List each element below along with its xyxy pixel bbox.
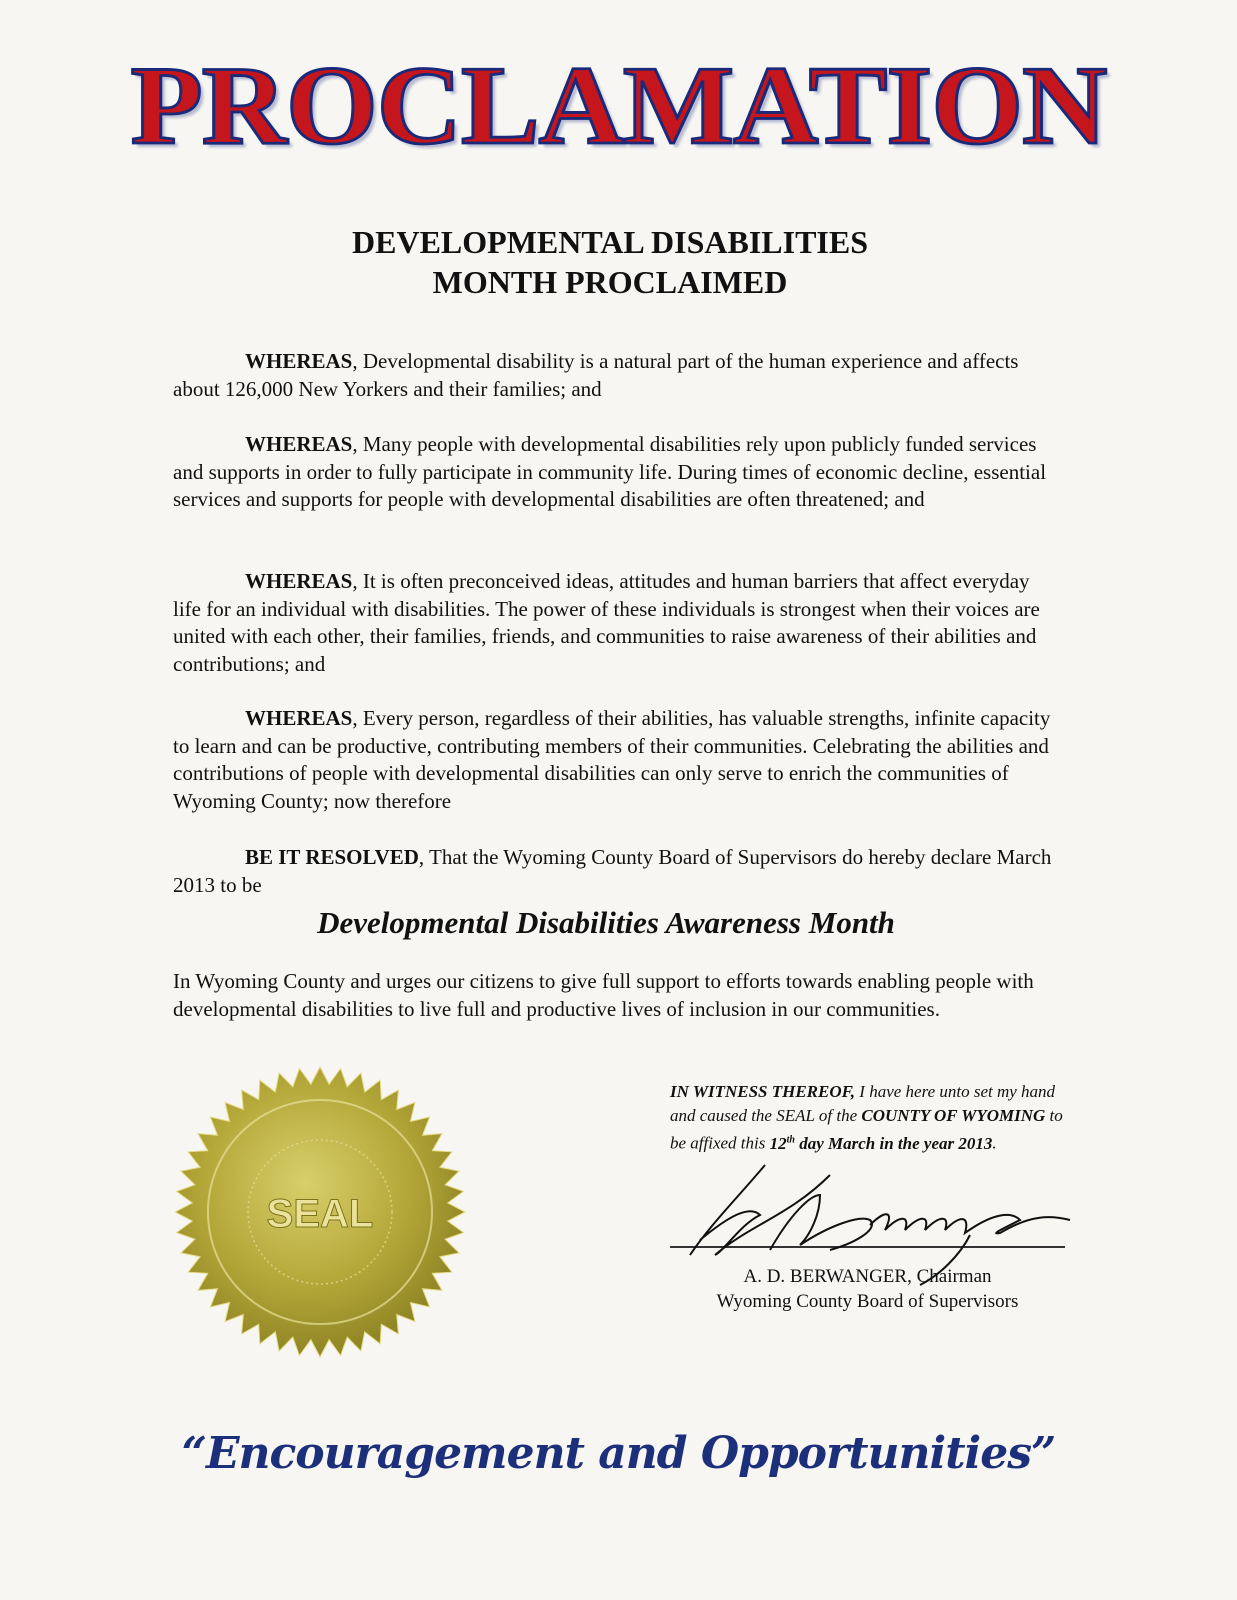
paragraph-text: , Many people with developmental disabilities rely upon publicly funded services and supports in order to fully participate in community life. During times of economic decline, essential services and supports for people with developmental disabilities are often threatened; and (173, 432, 1047, 511)
whereas-paragraph (173, 431, 1053, 514)
whereas-paragraph (173, 348, 1053, 403)
headline-line-1: DEVELOPMENTAL DISABILITIES (352, 224, 868, 260)
headline (0, 222, 1220, 302)
proclamation-title: PROCLAMATION (130, 43, 1107, 168)
whereas-paragraph (173, 705, 1053, 815)
paragraph-text: , Every person, regardless of their abilities, has valuable strengths, infinite capacity to learn and can be productive, contributing members of their communities. Celebrating the abilities and contributions of people with developmental disabilities can only serve to enrich the communities of Wyoming County; now therefore (173, 706, 1051, 813)
paragraph-lead: WHEREAS (245, 432, 353, 456)
signatory-org: Wyoming County Board of Supervisors (716, 1291, 1019, 1312)
witness-text: I have here unto set my hand and caused the SEAL of the (670, 1082, 1056, 1125)
witness-day: 12 (769, 1133, 787, 1153)
motto: “Encouragement and Opportunities” (181, 1428, 1056, 1479)
signatory (670, 1264, 1065, 1314)
paragraph-lead: BE IT RESOLVED (245, 845, 419, 869)
seal-text: SEAL (266, 1192, 374, 1236)
witness-date: day March in the year 2013 (794, 1133, 993, 1153)
paragraph-text: , Developmental disability is a natural part of the human experience and affects about 126,000 New Yorkers and their families; and (173, 349, 1019, 401)
whereas-paragraph (173, 568, 1053, 678)
paragraph-lead: WHEREAS (245, 706, 353, 730)
awareness-month-title: Developmental Disabilities Awareness Month (317, 905, 895, 940)
headline-line-2: MONTH PROCLAIMED (432, 264, 788, 300)
paragraph-lead: WHEREAS (245, 569, 353, 593)
gold-seal-icon (170, 1062, 470, 1362)
resolved-paragraph (173, 844, 1053, 899)
signatory-name: A. D. BERWANGER, Chairman (743, 1266, 992, 1287)
paragraph-lead: WHEREAS (245, 349, 353, 373)
closing-paragraph: In Wyoming County and urges our citizens to give full support to efforts towards enabling people with developmental disabilities to live full and productive lives of inclusion in our communities. (173, 969, 1034, 1021)
witness-text: to be affixed this (670, 1106, 1063, 1153)
witness-lead: IN WITNESS THEREOF, (670, 1082, 856, 1101)
day-suffix: th (786, 1134, 795, 1145)
paragraph-text: , It is often preconceived ideas, attitudes and human barriers that affect everyday life for an individual with disabilities. The power of these individuals is strongest when their voices are united with each other, their families, friends, and communities to raise awareness of their abilities and contributions; and (173, 569, 1040, 676)
paragraph-text: , That the Wyoming County Board of Supervisors do hereby declare March 2013 to be (173, 845, 1052, 897)
county-name: COUNTY OF WYOMING (861, 1106, 1046, 1125)
witness-end: . (992, 1133, 997, 1153)
witness-statement (670, 1080, 1070, 1156)
